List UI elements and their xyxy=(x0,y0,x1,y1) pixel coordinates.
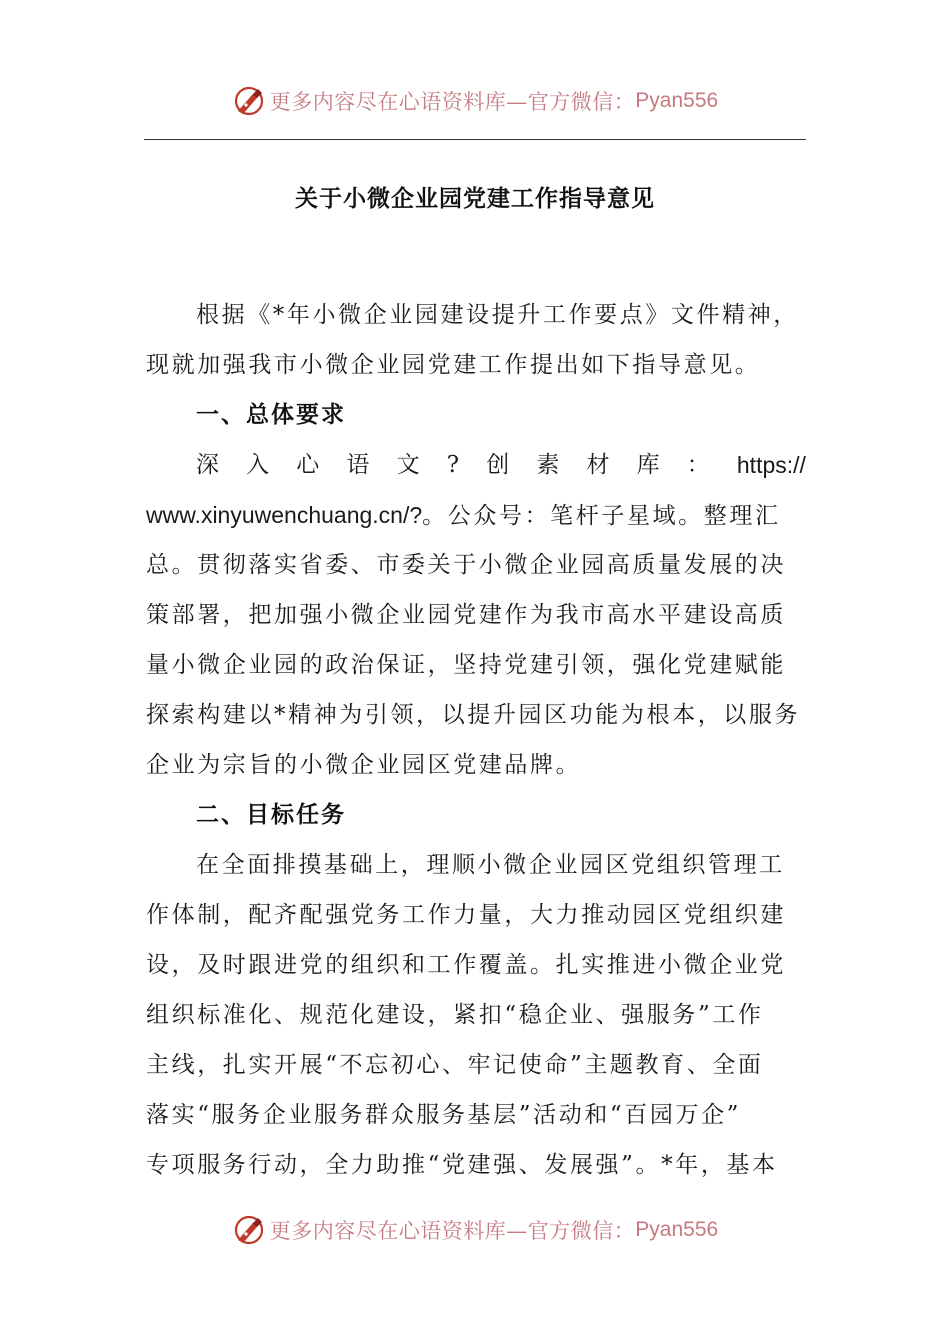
paragraph-line xyxy=(146,497,806,533)
promo-char: ? xyxy=(446,452,460,478)
paragraph-line: 企业为宗旨的小微企业园区党建品牌。 xyxy=(146,752,582,778)
paragraph-line: 量小微企业园的政治保证，坚持党建引领，强化党建赋能 xyxy=(146,652,786,678)
paragraph-line: 作体制，配齐配强党务工作力量，大力推动园区党组织建 xyxy=(146,902,786,928)
paragraph-line: 设，及时跟进党的组织和工作覆盖。扎实推进小微企业党 xyxy=(146,952,786,978)
promo-char: 入 xyxy=(246,452,270,478)
watermark-wechat-id: Pyan556 xyxy=(635,1218,719,1241)
promo-char: 创 xyxy=(486,452,510,478)
pen-nib-logo-icon xyxy=(232,1213,266,1247)
watermark-wechat-id: Pyan556 xyxy=(635,89,719,112)
section-heading-goals-tasks: 二、目标任务 xyxy=(196,802,346,828)
promo-char: 心 xyxy=(296,452,320,478)
footer-watermark-banner xyxy=(0,1207,950,1253)
paragraph-line: 落实“服务企业服务群众服务基层”活动和“百园万企” xyxy=(146,1102,742,1128)
watermark-text: 更多内容尽在心语资料库—官方微信： xyxy=(269,1219,636,1243)
promo-char: 库 xyxy=(636,452,660,478)
paragraph-line: 现就加强我市小微企业园党建工作提出如下指导意见。 xyxy=(146,352,761,378)
paragraph-line: 策部署，把加强小微企业园党建作为我市高水平建设高质 xyxy=(146,602,786,628)
promo-line xyxy=(196,447,806,483)
paragraph-line: 在全面排摸基础上，理顺小微企业园区党组织管理工 xyxy=(196,852,785,878)
paragraph-line: 专项服务行动，全力助推“党建强、发展强”。*年，基本 xyxy=(146,1152,778,1178)
header-watermark-banner xyxy=(0,78,950,124)
promo-char: 深 xyxy=(196,452,219,478)
section-heading-general-requirements: 一、总体要求 xyxy=(196,402,346,428)
promo-char: 文 xyxy=(396,452,420,478)
promo-char: 素 xyxy=(536,452,560,478)
paragraph-line: 组织标准化、规范化建设，紧扣“稳企业、强服务”工作 xyxy=(146,1002,764,1028)
paragraph-line: 总。贯彻落实省委、市委关于小微企业园高质量发展的决 xyxy=(146,552,786,578)
header-divider xyxy=(144,139,806,140)
pen-nib-logo-icon xyxy=(232,84,266,118)
document-title: 关于小微企业园党建工作指导意见 xyxy=(295,186,655,212)
watermark-text: 更多内容尽在心语资料库—官方微信： xyxy=(269,90,636,114)
paragraph-line: 探索构建以*精神为引领，以提升园区功能为根本，以服务 xyxy=(146,702,801,728)
promo-char: 语 xyxy=(346,452,370,478)
promo-url-start: https:// xyxy=(736,452,806,478)
paragraph-text: 。公众号：笔杆子星域。整理汇 xyxy=(422,503,781,529)
paragraph-line: 主线，扎实开展“不忘初心、牢记使命”主题教育、全面 xyxy=(146,1052,764,1078)
promo-char: 材 xyxy=(586,452,610,478)
promo-url: www.xinyuwenchuang.cn/? xyxy=(146,502,423,528)
promo-char: ： xyxy=(686,452,710,478)
paragraph-line: 根据《*年小微企业园建设提升工作要点》文件精神， xyxy=(196,302,799,328)
